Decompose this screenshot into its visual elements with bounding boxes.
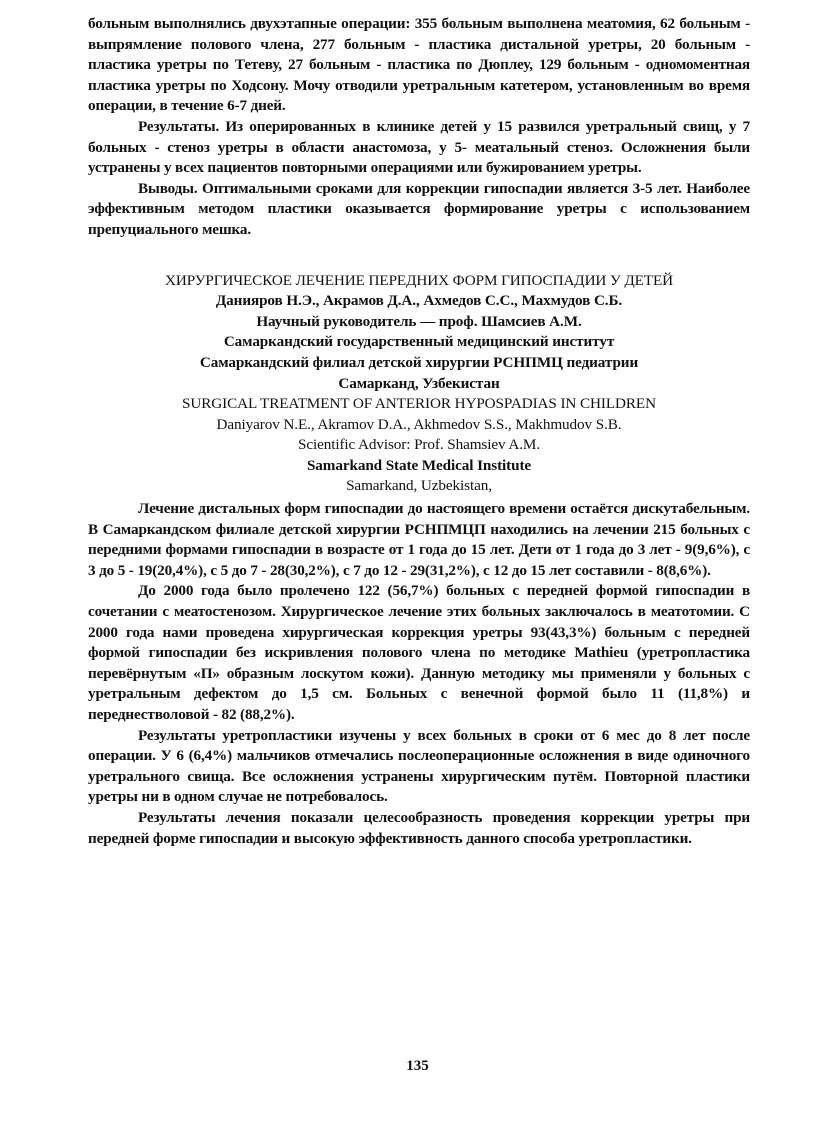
document-page [88,14,750,849]
article-title-ru: ХИРУРГИЧЕСКОЕ ЛЕЧЕНИЕ ПЕРЕДНИХ ФОРМ ГИПОСПАДИИ У ДЕТЕЙ [164,271,674,289]
previous-article-continuation [88,14,750,241]
page-number: 135 [406,1058,429,1074]
authors-ru: Данияров Н.Э., Акрамов Д.А., Ахмедов С.С., Махмудов С.Б. [215,292,623,310]
article-paragraph: Лечение дистальных форм гипоспадии до настоящего времени остаётся дискутабельным. В Самаркандском филиале детской хирургии РСНПМЦП находились на лечении 215 больных с передними формами гипоспадии в возрасте от 1 года до 15 лет. Дети от 1 года до 3 лет - 9(9,6%), с 3 до 5 - 19(20,4%), с 5 до 7 - 28(30,2%), с 7 до 12 - 29(31,2%), с 12 до 15 лет составили - 8(8,6%). [88,500,750,579]
advisor-ru: Научный руководитель — проф. Шамсиев А.М. [256,312,582,330]
branch-ru: Самаркандский филиал детской хирургии РСНПМЦ педиатрии [199,353,639,371]
institute-ru: Самаркандский государственный медицинский институт [223,333,615,351]
article-body [88,499,750,849]
conclusions-paragraph: Выводы. Оптимальными сроками для коррекции гипоспадии является 3-5 лет. Наиболее эффективным методом пластики оказывается формирование уретры с использованием препуциального мешка. [88,179,750,238]
results-paragraph: Результаты. Из оперированных в клинике детей у 15 развился уретральный свищ, у 7 больных - стеноз уретры в области анастомоза, у 5- меатальный стеноз. Осложнения были устранены у всех пациентов повторными операциями или бужированием уретры. [88,117,750,177]
article-title-en: SURGICAL TREATMENT OF ANTERIOR HYPOSPADIAS IN CHILDREN [182,395,656,413]
article-paragraph: Результаты уретропластики изучены у всех больных в сроки от 6 мес до 8 лет после операции. У 6 (6,4%) мальчиков отмечались послеоперационные осложнения в виде одиночного уретрального свища. Все осложнения устранены хирургическим путём. Повторной пластики уретры ни в одном случае не потребовалось. [88,726,750,806]
article-header [88,271,750,498]
article-paragraph: Результаты лечения показали целесообразность проведения коррекции уретры при передней форме гипоспадии и высокую эффективность данного способа уретропластики. [88,808,750,847]
article-paragraph: До 2000 года было пролечено 122 (56,7%) больных с передней формой гипоспадии в сочетании с меатостенозом. Хирургическое лечение этих больных заключалось в меатотомии. С 2000 года нами проведена хирургическая коррекция уретры 93(43,3%) больным с передней формой гипоспадии без искривления полового члена по методике Mathieu (уретропластика перевёрнутым «П» образным лоскутом кожи). Данную методику мы применяли у больных с уретральным дефектом до 1,5 см. Больных с венечной формой было 11 (11,8%) и переднестволовой - 82 (88,2%). [88,582,750,723]
city-en: Samarkand, Uzbekistan, [346,477,492,495]
institute-en: Samarkand State Medical Institute [306,456,532,474]
authors-en: Daniyarov N.E., Akramov D.A., Akhmedov S.S., Makhmudov S.B. [216,415,622,433]
city-ru: Самарканд, Узбекистан [338,374,500,392]
advisor-en: Scientific Advisor: Prof. Shamsiev A.M. [297,436,541,454]
body-paragraph: больным выполнялись двухэтапные операции: 355 больным выполнена меатомия, 62 больным - выпрямление полового члена, 277 больным - пластика дистальной уретры, 20 больным - пластика уретры по Тетеву, 27 больным - пластика по Дюплеу, 129 больным - одномоментная пластика уретры по Ходсону. Мочу отводили уретральным катетером, установленным во время операции, в течение 6-7 дней. [88,15,750,115]
